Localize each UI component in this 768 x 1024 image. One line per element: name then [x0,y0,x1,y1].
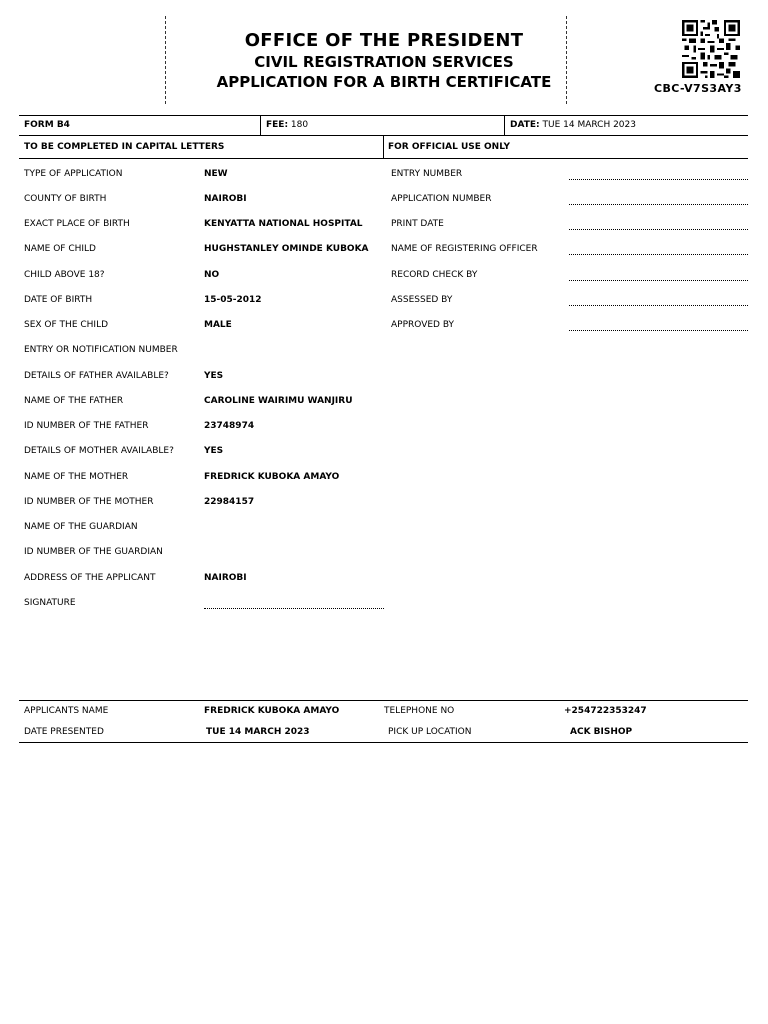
field-label-father-details-available: DETAILS OF FATHER AVAILABLE? [24,371,169,381]
field-value-name-of-child: HUGHSTANLEY OMINDE KUBOKA [204,244,369,254]
field-label-signature: SIGNATURE [24,598,76,608]
official-line-registering-officer [569,254,748,255]
field-value-mother-details-available: YES [204,446,224,456]
field-value-county-of-birth: NAIROBI [204,194,247,204]
field-label-name-of-father: NAME OF THE FATHER [24,396,124,406]
official-line-entry-number [569,179,748,180]
table-border [19,158,748,159]
official-label-record-check-by: RECORD CHECK BY [391,270,478,280]
field-label-entry-notification-number: ENTRY OR NOTIFICATION NUMBER [24,345,178,355]
field-value-applicant-address: NAIROBI [204,573,247,583]
table-border-top [19,115,748,116]
field-label-sex-of-child: SEX OF THE CHILD [24,320,109,330]
footer-border-top [19,700,748,701]
field-value-date-of-birth: 15-05-2012 [204,295,262,305]
field-label-place-of-birth: EXACT PLACE OF BIRTH [24,219,130,229]
field-value-child-above-18: NO [204,270,220,280]
reference-code: CBC-V7S3AY3 [654,82,742,95]
field-label-father-id-number: ID NUMBER OF THE FATHER [24,421,149,431]
field-value-father-details-available: YES [204,371,224,381]
official-line-print-date [569,229,748,230]
field-label-mother-details-available: DETAILS OF MOTHER AVAILABLE? [24,446,174,456]
footer-border-bottom [19,742,748,743]
official-label-approved-by: APPROVED BY [391,320,455,330]
form-number: FORM B4 [24,120,70,130]
date-label: DATE: [510,120,540,130]
pickup-location-label: PICK UP LOCATION [388,727,472,737]
field-value-father-id-number: 23748974 [204,421,255,431]
qr-code-icon [680,20,742,78]
office-title: OFFICE OF THE PRESIDENT [244,30,524,51]
capital-letters-header: TO BE COMPLETED IN CAPITAL LETTERS [24,142,225,152]
cell-divider [504,115,505,135]
official-label-registering-officer: NAME OF REGISTERING OFFICER [391,244,538,254]
form-title: APPLICATION FOR A BIRTH CERTIFICATE [216,73,552,91]
field-label-guardian-id-number: ID NUMBER OF THE GUARDIAN [24,547,163,557]
official-label-application-number: APPLICATION NUMBER [391,194,492,204]
official-line-assessed-by [569,305,748,306]
field-label-mother-id-number: ID NUMBER OF THE MOTHER [24,497,154,507]
field-value-place-of-birth: KENYATTA NATIONAL HOSPITAL [204,219,363,229]
official-line-record-check-by [569,280,748,281]
pickup-location-value: ACK BISHOP [570,727,633,737]
telephone-label: TELEPHONE NO [384,706,455,716]
official-line-application-number [569,204,748,205]
field-label-name-of-mother: NAME OF THE MOTHER [24,472,129,482]
date-cell [510,120,636,130]
field-value-name-of-father: CAROLINE WAIRIMU WANJIRU [204,396,353,406]
cell-divider [383,135,384,158]
field-value-type-of-application: NEW [204,169,228,179]
field-label-applicant-address: ADDRESS OF THE APPLICANT [24,573,156,583]
date-presented-value: TUE 14 MARCH 2023 [206,727,310,737]
field-label-county-of-birth: COUNTY OF BIRTH [24,194,107,204]
field-value-sex-of-child: MALE [204,320,232,330]
official-label-print-date: PRINT DATE [391,219,444,229]
service-title: CIVIL REGISTRATION SERVICES [254,53,514,71]
field-label-date-of-birth: DATE OF BIRTH [24,295,93,305]
fee-label: FEE: [266,120,289,130]
applicant-name-label: APPLICANTS NAME [24,706,109,716]
field-label-type-of-application: TYPE OF APPLICATION [24,169,123,179]
official-line-approved-by [569,330,748,331]
fee-cell [266,120,308,130]
official-label-assessed-by: ASSESSED BY [391,295,453,305]
date-presented-label: DATE PRESENTED [24,727,104,737]
fee-value: 180 [290,120,309,130]
field-label-name-of-child: NAME OF CHILD [24,244,96,254]
official-label-entry-number: ENTRY NUMBER [391,169,463,179]
field-label-name-of-guardian: NAME OF THE GUARDIAN [24,522,138,532]
applicant-name-value: FREDRICK KUBOKA AMAYO [204,706,340,716]
date-value: TUE 14 MARCH 2023 [542,120,636,130]
cell-divider [260,115,261,135]
official-use-header: FOR OFFICIAL USE ONLY [388,142,511,152]
field-label-child-above-18: CHILD ABOVE 18? [24,270,105,280]
field-value-mother-id-number: 22984157 [204,497,255,507]
signature-line [204,608,384,609]
telephone-value: +254722353247 [564,706,647,716]
field-value-name-of-mother: FREDRICK KUBOKA AMAYO [204,472,340,482]
